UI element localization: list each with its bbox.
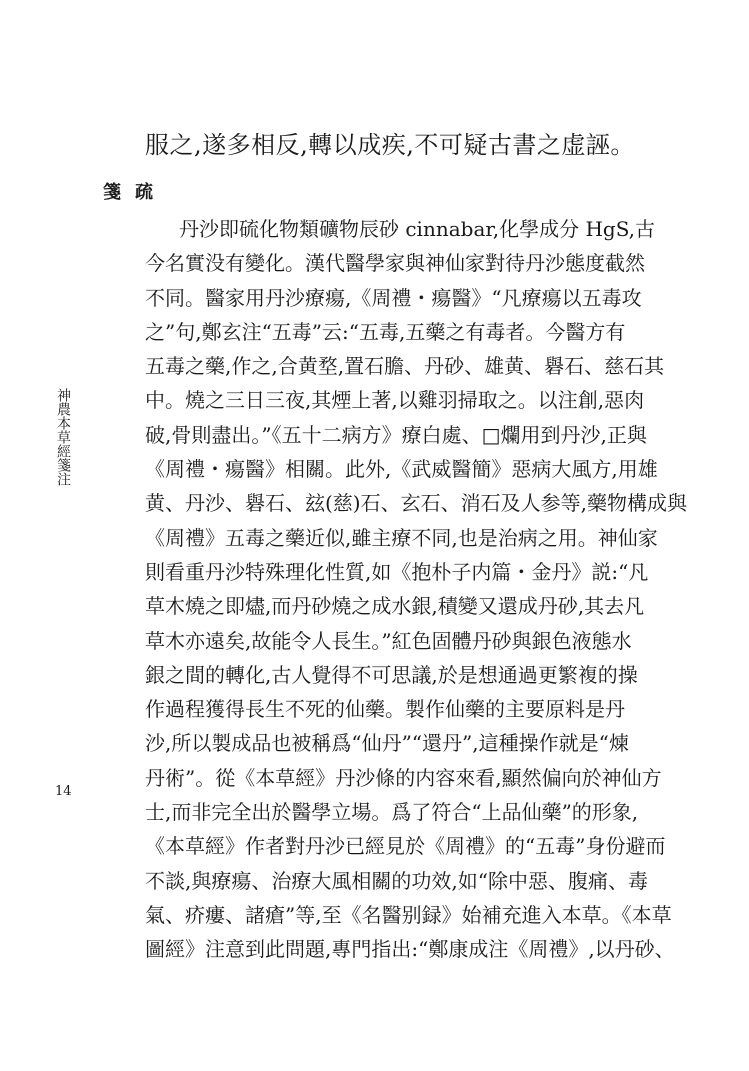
- body-line: 丹術”。從《本草經》丹沙條的内容來看,顯然偏向於神仙方: [145, 765, 662, 790]
- body-line: 沙,所以製成品也被稱爲“仙丹”“還丹”,這種操作就是“煉: [145, 731, 629, 756]
- body-line: 黄、丹沙、礜石、玆(慈)石、玄石、消石及人参等,藥物構成與: [145, 491, 687, 516]
- body-line: 不談,與療瘍、治療大風相關的功效,如“除中惡、腹痛、毒: [145, 868, 648, 893]
- body-line: 草木亦遠矣,故能令人長生。”紅色固體丹砂與銀色液態水: [145, 628, 632, 653]
- running-book-title: 神農本草經箋注: [55, 388, 71, 486]
- body-line: 《周禮・瘍醫》相關。此外,《武威醫簡》惡病大風方,用雄: [145, 457, 658, 482]
- body-line: 中。燒之三日三夜,其煙上著,以雞羽掃取之。以注創,惡肉: [145, 388, 645, 413]
- section-heading: 箋疏: [103, 182, 167, 203]
- body-line: 五毒之藥,作之,合黄堥,置石膽、丹砂、雄黄、礜石、慈石其: [145, 354, 665, 379]
- body-line: 《本草經》作者對丹沙已經見於《周禮》的“五毒”身份避而: [145, 834, 666, 859]
- body-line: 不同。醫家用丹沙療瘍,《周禮・瘍醫》“凡療瘍以五毒攻: [145, 285, 642, 310]
- page-number: 14: [55, 784, 72, 799]
- body-line: 今名實没有變化。漢代醫學家與神仙家對待丹沙態度截然: [145, 251, 645, 276]
- body-line: 銀之間的轉化,古人覺得不可思議,於是想通過更繁複的操: [145, 662, 638, 687]
- body-line: 《周禮》五毒之藥近似,雖主療不同,也是治病之用。神仙家: [145, 525, 658, 550]
- body-line: 之”句,鄭玄注“五毒”云:“五毒,五藥之有毒者。今醫方有: [145, 319, 626, 344]
- intro-text-line: 服之,遂多相反,轉以成疾,不可疑古書之虚誣。: [145, 131, 635, 159]
- body-line: 草木燒之即燼,而丹砂燒之成水銀,積變又還成丹砂,其去凡: [145, 594, 645, 619]
- body-line: 丹沙即硫化物類礦物辰砂 cinnabar,化學成分 HgS,古: [179, 217, 656, 241]
- body-line: 圖經》注意到此問題,專門指出:“鄭康成注《周禮》,以丹砂、: [145, 937, 675, 962]
- body-line: 氣、疥瘻、諸瘡”等,至《名醫别録》始補充進入本草。《本草: [145, 902, 672, 927]
- commentary-body: [145, 212, 687, 967]
- body-line: 則看重丹沙特殊理化性質,如《抱朴子内篇・金丹》説:“凡: [145, 559, 649, 584]
- body-line: 作過程獲得長生不死的仙藥。製作仙藥的主要原料是丹: [145, 697, 625, 722]
- body-line: 士,而非完全出於醫學立場。爲了符合“上品仙藥”的形象,: [145, 800, 639, 825]
- body-line: 破,骨則盡出。”《五十二病方》療白處、□爛用到丹沙,正與: [145, 422, 647, 447]
